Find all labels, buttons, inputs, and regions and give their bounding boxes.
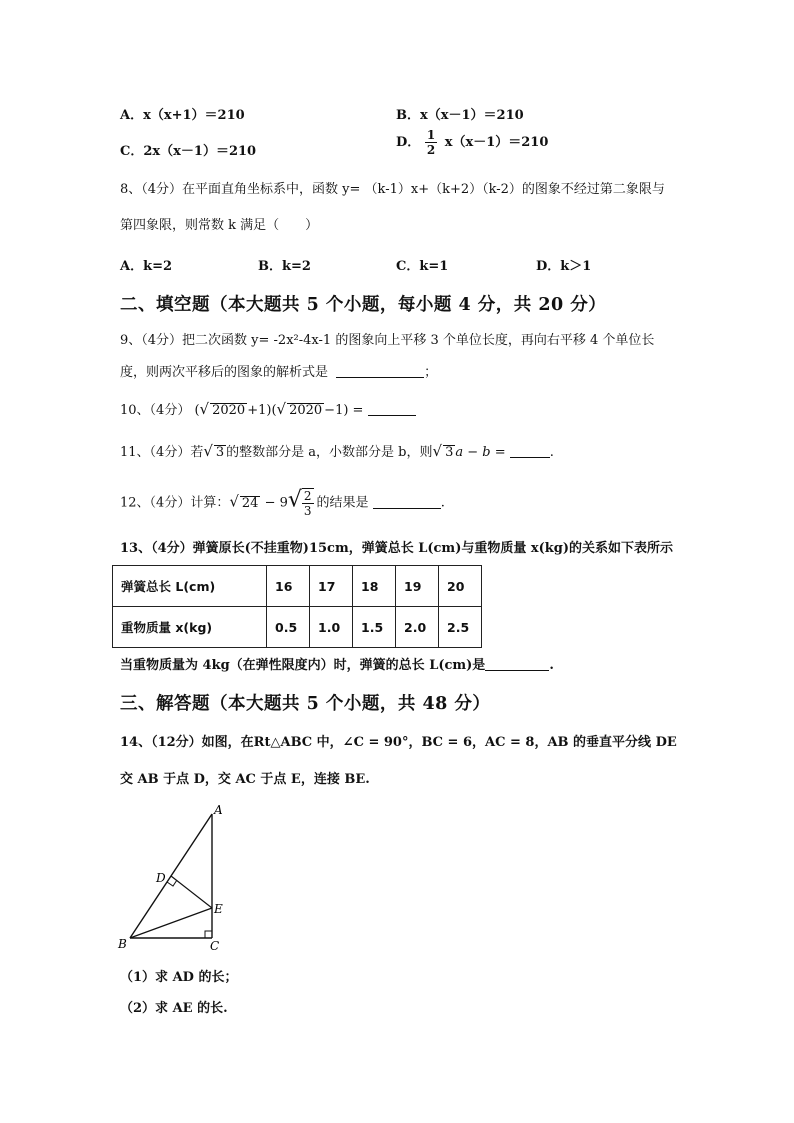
label-d: D	[156, 871, 166, 885]
q12-radicand-1: 24	[241, 495, 259, 511]
q11-expr: a − b =	[455, 445, 506, 460]
q12-fraction	[302, 488, 314, 518]
q7-option-d-rest: x（x－1）＝210	[444, 135, 549, 150]
q8-option-c: C．k=1	[396, 259, 449, 274]
table-row	[113, 566, 482, 607]
q11-end: .	[549, 445, 554, 460]
table-cell: 18	[353, 566, 396, 607]
triangle-figure	[114, 800, 234, 950]
q10-mid2: −1) =	[324, 403, 364, 418]
table-row-label: 弹簧总长 L(cm)	[113, 566, 267, 607]
table-cell: 0.5	[267, 607, 310, 648]
q13-line2-text: 当重物质量为 4kg（在弹性限度内）时，弹簧的总长 L(cm)是	[120, 658, 486, 673]
table-cell: 16	[267, 566, 310, 607]
q11-prefix: 11、（4分）若	[120, 445, 204, 460]
q7-option-c: C．2x（x－1）＝210	[120, 144, 257, 159]
q12-end: .	[440, 495, 445, 511]
answer-blank	[368, 401, 416, 416]
q7-option-a: A．x（x+1）＝210	[120, 108, 245, 123]
q14-sub1: （1）求 AD 的长；	[120, 970, 238, 985]
segment-de	[171, 876, 212, 908]
fraction-denominator: 3	[303, 504, 312, 518]
table-cell: 2.5	[439, 607, 482, 648]
fraction-numerator: 2	[303, 489, 312, 503]
section-2-heading: 二、填空题（本大题共 5 个小题，每小题 4 分，共 20 分）	[120, 295, 607, 315]
segment-be	[130, 908, 212, 938]
table-cell: 19	[396, 566, 439, 607]
q11-radicand-2: 3	[445, 445, 454, 460]
radical-sign: √	[203, 442, 213, 460]
q13-line2	[120, 656, 554, 676]
radical-sign: √	[287, 487, 302, 513]
label-e: E	[214, 902, 223, 916]
fraction-numerator: 1	[426, 128, 436, 142]
answer-blank	[373, 494, 441, 509]
q13-end: .	[549, 658, 554, 673]
q12	[120, 488, 445, 518]
q9-line1: 9、（4分）把二次函数 y= -2x²-4x-1 的图象向上平移 3 个单位长度，再向右平移 4 个单位长	[120, 333, 655, 348]
radical-sign: √	[276, 400, 287, 418]
q7-option-d	[396, 128, 548, 157]
q9-line2-text: 度，则两次平移后的图象的解析式是	[120, 365, 329, 380]
table-cell: 1.5	[353, 607, 396, 648]
q8-option-d: D．k＞1	[536, 259, 592, 274]
q10	[120, 399, 416, 421]
right-angle-mark-c	[205, 931, 212, 938]
q8-line2: 第四象限，则常数 k 满足（ ）	[120, 218, 319, 233]
q13-line1: 13、（4分）弹簧原长(不挂重物)15cm，弹簧总长 L(cm)与重物质量 x(kg)的关系如下表所示	[120, 541, 674, 556]
q10-radicand-2: 2020	[289, 403, 323, 418]
q7-option-d-prefix: D．	[396, 135, 421, 150]
q8-option-b: B．k=2	[258, 259, 311, 274]
q8-line1: 8、（4分）在平面直角坐标系中，函数 y= （k-1）x+（k+2）（k-2）的图象不经过第二象限与	[120, 182, 665, 197]
radical-sign: √	[229, 492, 239, 511]
q11-text: 的整数部分是 a，小数部分是 b，则	[226, 445, 433, 460]
q14-line1: 14、（12分）如图，在Rt△ABC 中，∠C = 90°，BC = 6，AC = 8，AB 的垂直平分线 DE	[120, 735, 677, 750]
answer-blank	[485, 656, 549, 671]
section-3-heading: 三、解答题（本大题共 5 个小题，共 48 分）	[120, 694, 491, 714]
answer-blank	[336, 363, 424, 378]
table-cell: 2.0	[396, 607, 439, 648]
q12-text: 的结果是	[316, 495, 369, 511]
radical-sign: √	[199, 400, 210, 418]
q14-sub2: （2）求 AE 的长.	[120, 1001, 228, 1016]
label-c: C	[210, 939, 220, 950]
q11	[120, 441, 554, 463]
q12-prefix: 12、（4分）计算：	[120, 495, 230, 511]
table-cell: 17	[310, 566, 353, 607]
q7-option-b: B．x（x－1）＝210	[396, 108, 524, 123]
q10-radicand-1: 2020	[212, 403, 246, 418]
q12-minus: − 9	[260, 495, 288, 511]
label-b: B	[118, 937, 127, 950]
table-cell: 1.0	[310, 607, 353, 648]
table-row-label: 重物质量 x(kg)	[113, 607, 267, 648]
q8-option-a: A．k=2	[120, 259, 173, 274]
table-row	[113, 607, 482, 648]
q7-option-d-fraction	[425, 128, 437, 157]
answer-blank	[510, 443, 550, 458]
q10-mid1: +1)(	[247, 403, 277, 418]
q14-line2: 交 AB 于点 D，交 AC 于点 E，连接 BE.	[120, 772, 370, 787]
q10-open: (	[194, 403, 200, 418]
table-cell: 20	[439, 566, 482, 607]
q11-radicand-1: 3	[215, 445, 225, 460]
radical-sign: √	[432, 442, 443, 460]
q9-line2	[120, 363, 437, 383]
fraction-denominator: 2	[426, 143, 436, 157]
q9-end: ；	[424, 365, 438, 380]
q10-prefix: 10、（4分）	[120, 403, 191, 418]
label-a: A	[214, 803, 223, 817]
spring-data-table	[112, 565, 482, 648]
